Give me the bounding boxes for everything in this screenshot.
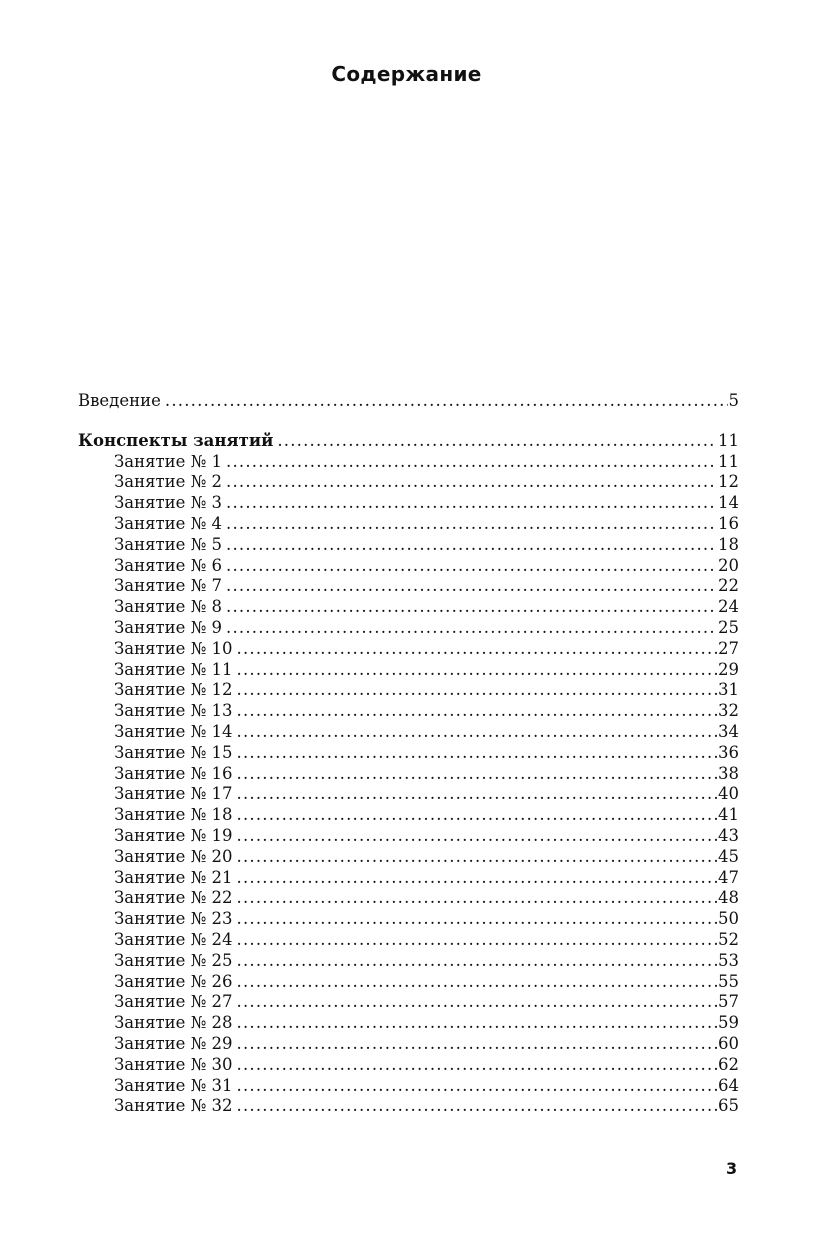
toc-entry-page: 41: [718, 805, 739, 825]
toc-entry-label: Занятие № 14: [114, 721, 233, 741]
toc-entry-page: 53: [718, 950, 739, 970]
toc-entry-intro[interactable]: [78, 391, 739, 412]
toc-entry-page: 32: [718, 701, 739, 721]
dot-leader: [237, 930, 717, 951]
toc-section-label: Конспекты занятий: [78, 430, 274, 450]
toc-entry-label: Занятие № 21: [114, 867, 233, 887]
toc-entry-page: 62: [718, 1054, 739, 1074]
dot-leader: [277, 431, 717, 452]
toc-entry-label: Занятие № 9: [114, 617, 223, 637]
dot-leader: [237, 972, 717, 993]
toc-entry-lesson[interactable]: [78, 930, 739, 951]
toc-entry-lesson[interactable]: [78, 722, 739, 743]
toc-entry-lesson[interactable]: [78, 784, 739, 805]
toc-entry-label: Занятие № 1: [114, 451, 223, 471]
toc-entry-page: 12: [718, 472, 739, 492]
dot-leader: [237, 951, 717, 972]
toc-entry-page: 59: [718, 1013, 739, 1033]
dot-leader: [237, 1055, 717, 1076]
toc-entry-label: Занятие № 17: [114, 784, 233, 804]
toc-entry-page: 16: [718, 513, 739, 533]
toc-entry-lesson[interactable]: [78, 805, 739, 826]
toc-entry-label: Занятие № 30: [114, 1054, 233, 1074]
dot-leader: [226, 452, 717, 473]
toc-entry-page: 52: [718, 929, 739, 949]
toc-entry-lesson[interactable]: [78, 660, 739, 681]
toc-entry-label: Занятие № 4: [114, 513, 223, 533]
toc-entry-lesson[interactable]: [78, 868, 739, 889]
toc-entry-lesson[interactable]: [78, 888, 739, 909]
table-of-contents: [78, 391, 739, 1117]
dot-leader: [237, 764, 717, 785]
toc-entry-lesson[interactable]: [78, 472, 739, 493]
dot-leader: [237, 660, 717, 681]
toc-entry-page: 55: [718, 971, 739, 991]
toc-entry-page: 48: [718, 888, 739, 908]
toc-entry-label: Занятие № 7: [114, 576, 223, 596]
toc-lesson-list: [78, 452, 739, 1118]
toc-entry-label: Введение: [78, 391, 161, 410]
toc-entry-label: Занятие № 10: [114, 638, 233, 658]
toc-entry-page: 47: [718, 867, 739, 887]
dot-leader: [237, 888, 717, 909]
toc-entry-label: Занятие № 28: [114, 1013, 233, 1033]
page-number: 3: [726, 1159, 738, 1178]
toc-entry-label: Занятие № 8: [114, 597, 223, 617]
dot-leader: [237, 826, 717, 847]
toc-entry-page: 38: [718, 763, 739, 783]
toc-section-lessons[interactable]: [78, 431, 739, 452]
toc-entry-lesson[interactable]: [78, 701, 739, 722]
toc-entry-label: Занятие № 20: [114, 846, 233, 866]
dot-leader: [226, 514, 717, 535]
dot-leader: [237, 1096, 717, 1117]
toc-entry-label: Занятие № 18: [114, 805, 233, 825]
toc-entry-lesson[interactable]: [78, 597, 739, 618]
toc-entry-label: Занятие № 12: [114, 680, 233, 700]
toc-entry-page: 18: [718, 534, 739, 554]
dot-leader: [237, 784, 717, 805]
toc-entry-lesson[interactable]: [78, 493, 739, 514]
toc-entry-lesson[interactable]: [78, 743, 739, 764]
toc-entry-label: Занятие № 26: [114, 971, 233, 991]
toc-entry-lesson[interactable]: [78, 452, 739, 473]
dot-leader: [226, 472, 717, 493]
dot-leader: [165, 391, 728, 412]
dot-leader: [226, 597, 717, 618]
toc-entry-lesson[interactable]: [78, 951, 739, 972]
dot-leader: [226, 493, 717, 514]
dot-leader: [237, 1076, 717, 1097]
toc-entry-page: 11: [718, 451, 739, 471]
dot-leader: [237, 701, 717, 722]
toc-entry-page: 60: [718, 1033, 739, 1053]
toc-entry-lesson[interactable]: [78, 972, 739, 993]
toc-entry-page: 64: [718, 1075, 739, 1095]
toc-entry-page: 65: [718, 1096, 739, 1116]
dot-leader: [237, 680, 717, 701]
toc-entry-page: 5: [728, 391, 739, 410]
toc-entry-label: Занятие № 15: [114, 742, 233, 762]
toc-entry-lesson[interactable]: [78, 1076, 739, 1097]
toc-section-page: 11: [718, 430, 739, 450]
toc-entry-page: 40: [718, 784, 739, 804]
dot-leader: [226, 535, 717, 556]
toc-entry-lesson[interactable]: [78, 1013, 739, 1034]
toc-entry-page: 57: [718, 992, 739, 1012]
toc-entry-lesson[interactable]: [78, 576, 739, 597]
toc-entry-label: Занятие № 19: [114, 825, 233, 845]
toc-entry-page: 36: [718, 742, 739, 762]
toc-entry-lesson[interactable]: [78, 1096, 739, 1117]
dot-leader: [237, 992, 717, 1013]
toc-entry-lesson[interactable]: [78, 618, 739, 639]
dot-leader: [237, 847, 717, 868]
toc-entry-lesson[interactable]: [78, 909, 739, 930]
dot-leader: [237, 868, 717, 889]
toc-entry-label: Занятие № 22: [114, 888, 233, 908]
toc-entry-page: 22: [718, 576, 739, 596]
toc-entry-label: Занятие № 23: [114, 909, 233, 929]
toc-entry-lesson[interactable]: [78, 535, 739, 556]
toc-entry-page: 50: [718, 909, 739, 929]
dot-leader: [237, 1013, 717, 1034]
toc-entry-page: 27: [718, 638, 739, 658]
toc-entry-page: 34: [718, 721, 739, 741]
toc-entry-lesson[interactable]: [78, 764, 739, 785]
toc-entry-page: 31: [718, 680, 739, 700]
toc-entry-label: Занятие № 16: [114, 763, 233, 783]
dot-leader: [237, 743, 717, 764]
dot-leader: [226, 576, 717, 597]
toc-entry-page: 45: [718, 846, 739, 866]
toc-entry-label: Занятие № 13: [114, 701, 233, 721]
toc-entry-label: Занятие № 5: [114, 534, 223, 554]
toc-entry-page: 43: [718, 825, 739, 845]
toc-entry-lesson[interactable]: [78, 556, 739, 577]
dot-leader: [226, 556, 717, 577]
toc-entry-label: Занятие № 25: [114, 950, 233, 970]
toc-entry-label: Занятие № 11: [114, 659, 233, 679]
toc-entry-label: Занятие № 6: [114, 555, 223, 575]
toc-entry-lesson[interactable]: [78, 826, 739, 847]
toc-entry-page: 14: [718, 493, 739, 513]
dot-leader: [237, 722, 717, 743]
toc-entry-label: Занятие № 3: [114, 493, 223, 513]
dot-leader: [237, 805, 717, 826]
toc-entry-lesson[interactable]: [78, 639, 739, 660]
dot-leader: [237, 1034, 717, 1055]
toc-entry-page: 20: [718, 555, 739, 575]
toc-entry-lesson[interactable]: [78, 1055, 739, 1076]
toc-entry-page: 29: [718, 659, 739, 679]
toc-entry-page: 25: [718, 617, 739, 637]
toc-entry-label: Занятие № 24: [114, 929, 233, 949]
dot-leader: [237, 639, 717, 660]
dot-leader: [226, 618, 717, 639]
toc-entry-lesson[interactable]: [78, 992, 739, 1013]
toc-entry-label: Занятие № 31: [114, 1075, 233, 1095]
toc-entry-label: Занятие № 2: [114, 472, 223, 492]
toc-entry-label: Занятие № 32: [114, 1096, 233, 1116]
toc-entry-lesson[interactable]: [78, 847, 739, 868]
toc-entry-lesson[interactable]: [78, 1034, 739, 1055]
toc-entry-label: Занятие № 29: [114, 1033, 233, 1053]
toc-entry-page: 24: [718, 597, 739, 617]
dot-leader: [237, 909, 717, 930]
toc-entry-label: Занятие № 27: [114, 992, 233, 1012]
toc-entry-lesson[interactable]: [78, 514, 739, 535]
page-title: Содержание: [331, 62, 482, 86]
toc-entry-lesson[interactable]: [78, 680, 739, 701]
